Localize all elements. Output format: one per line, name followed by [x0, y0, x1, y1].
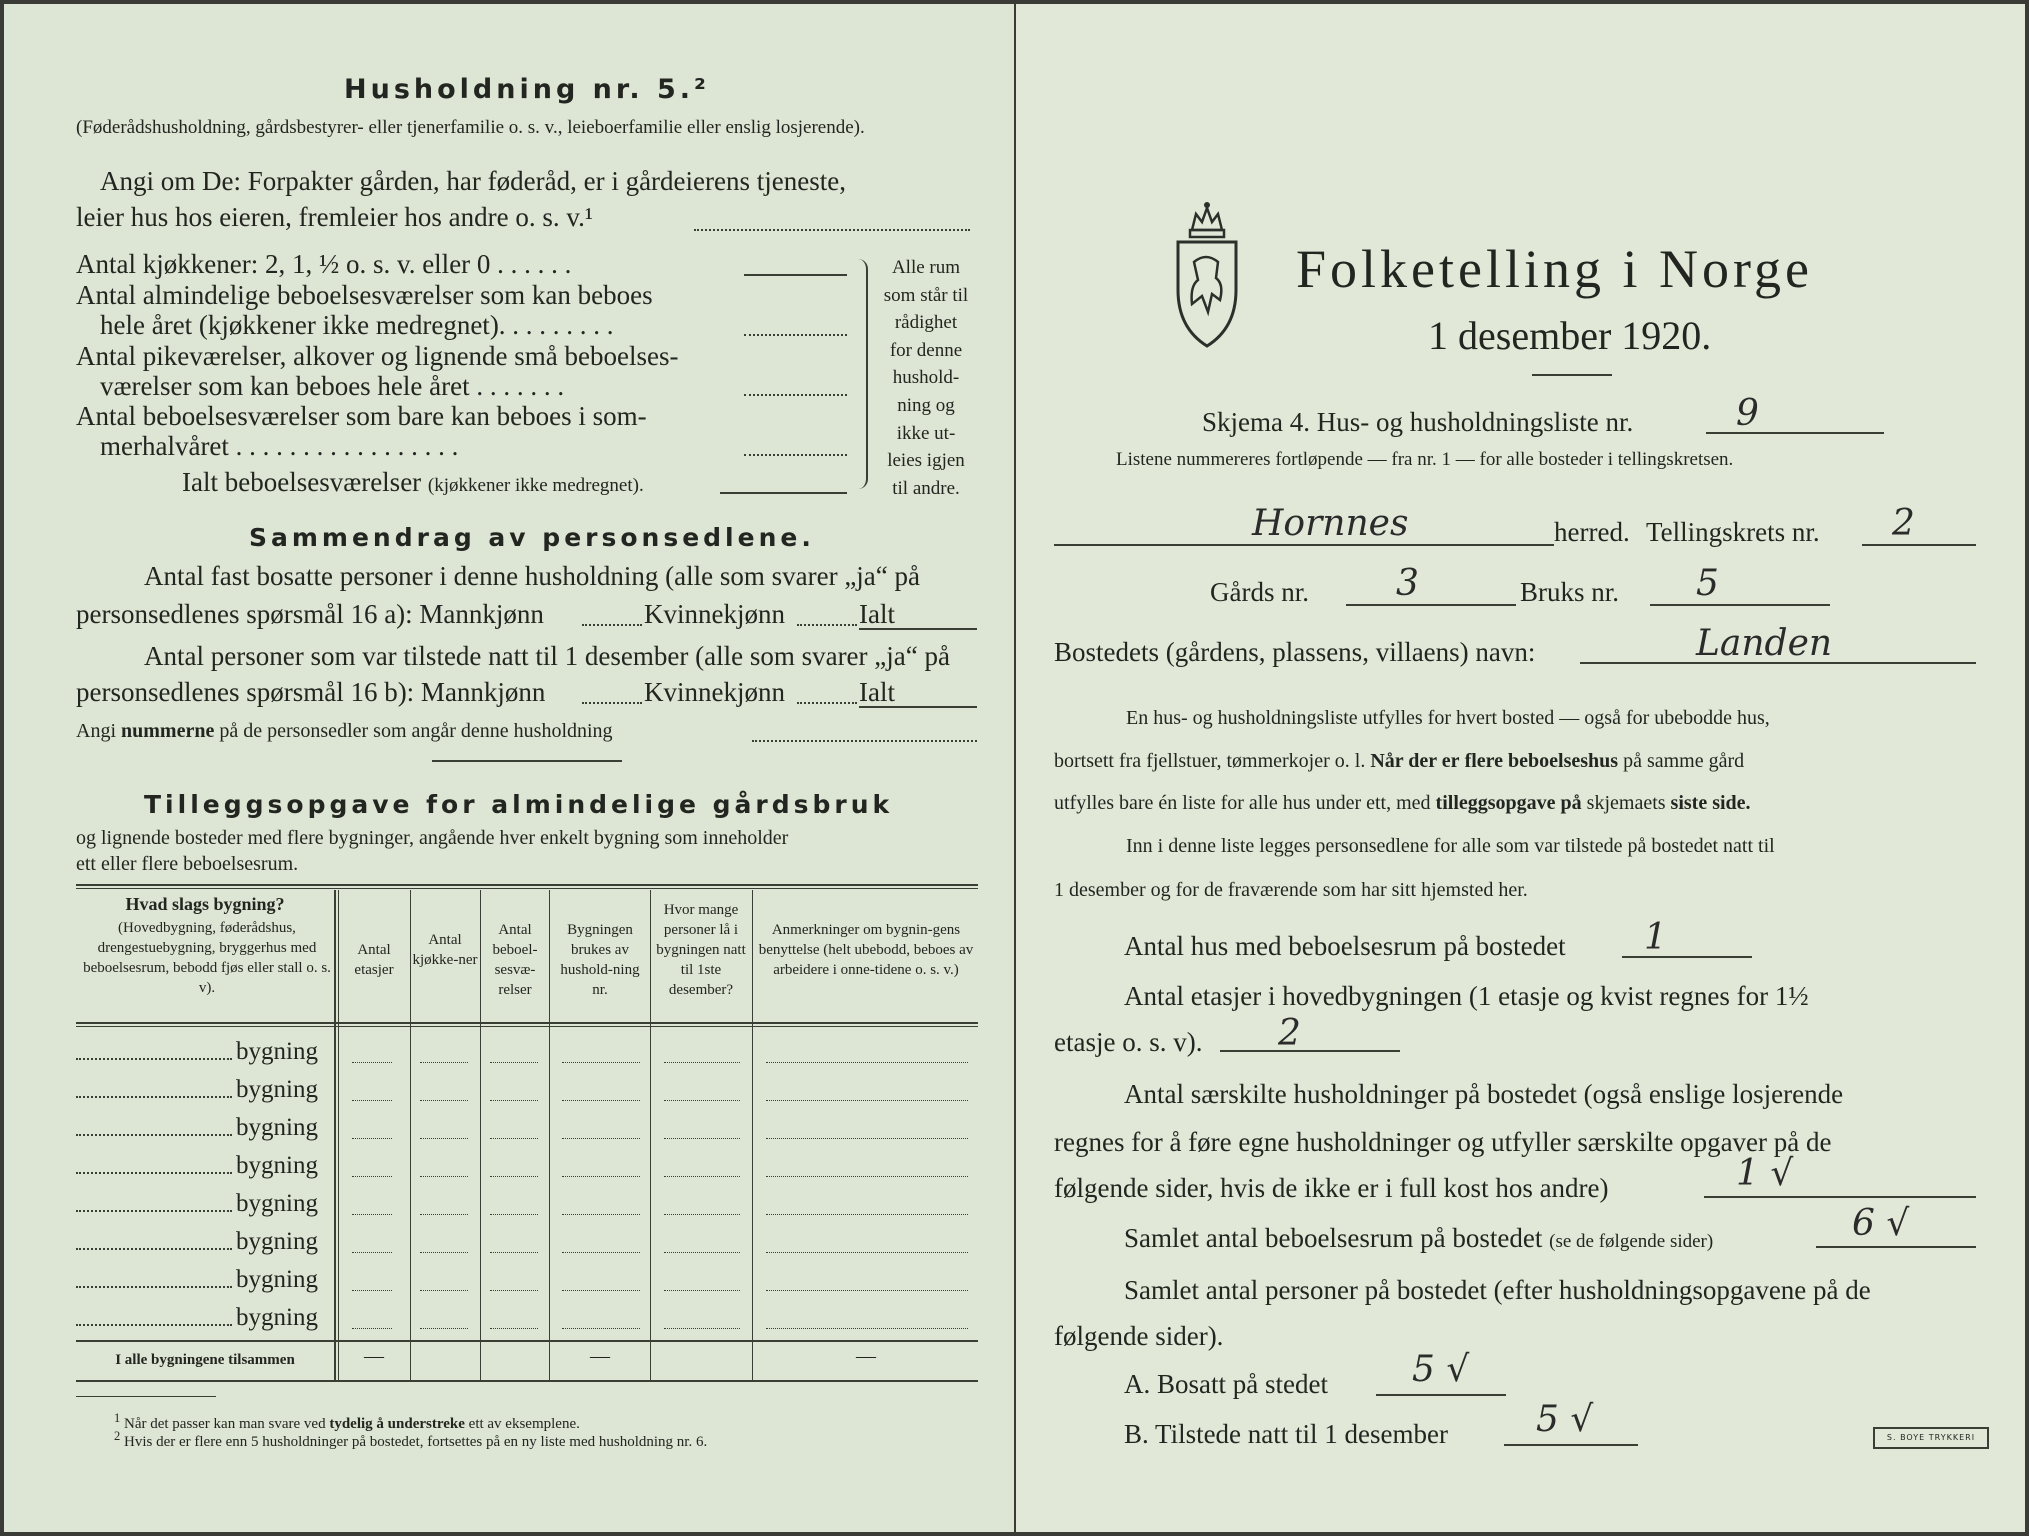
- household-subtitle: (Føderådshusholdning, gårdsbestyrer- eller tjenerfamilie o. s. v., leieboerfamilie eller enslig losjerende).: [76, 117, 865, 138]
- answer-line-floors: [1220, 1050, 1400, 1052]
- building-row-cell-line: [490, 1252, 538, 1253]
- rooms-summer-line1: Antal beboelsesværelser som bare kan beboes i som-: [76, 401, 647, 431]
- summary-present-line2: personsedlenes spørsmål 16 b): Mannkjønn: [76, 677, 546, 707]
- question-lease-line2: leier hus hos eieren, fremleier hos andre o. s. v.¹: [76, 202, 593, 232]
- building-row: [76, 1184, 978, 1222]
- buildings-table: [76, 884, 978, 1382]
- rooms-total-label: Samlet antal beboelsesrum på bostedet: [1124, 1223, 1543, 1253]
- answer-line-bruks: [1650, 604, 1830, 606]
- side-note-line: Alle rum: [891, 257, 961, 278]
- summary-title: Sammendrag av personsedlene.: [249, 523, 815, 552]
- bosted-label: Bostedets (gårdens, plassens, villaens) navn:: [1054, 637, 1536, 667]
- building-row-cell-line: [766, 1176, 968, 1177]
- separator: [432, 760, 622, 762]
- building-row-cell-line: [490, 1138, 538, 1139]
- building-row-cell-line: [490, 1062, 538, 1063]
- side-note: [876, 254, 976, 502]
- rooms-ordinary-line1: Antal almindelige beboelsesværelser som kan beboes: [76, 280, 653, 310]
- households-line3: følgende sider, hvis de ikke er i full kost hos andre): [1054, 1173, 1609, 1203]
- building-row-cell-line: [352, 1062, 392, 1063]
- building-row-cell-line: [562, 1100, 640, 1101]
- supplement-title: Tilleggsopgave for almindelige gårdsbruk: [144, 790, 894, 819]
- building-row-cell-line: [664, 1290, 740, 1291]
- building-row: [76, 1146, 978, 1184]
- summary-present-line1: Antal personer som var tilstede natt til 1 desember (alle som svarer „ja“ på: [144, 641, 950, 671]
- building-row-cell-line: [562, 1328, 640, 1329]
- houses-value: 1: [1644, 917, 1667, 958]
- building-row-label: bygning: [236, 1228, 318, 1255]
- answer-line-resident: [1376, 1394, 1506, 1396]
- building-row-label: bygning: [236, 1038, 318, 1065]
- table-total-rule: [76, 1340, 978, 1342]
- answer-line-houses: [1622, 956, 1752, 958]
- building-row-label: bygning: [236, 1190, 318, 1217]
- side-note-line: til andre.: [892, 477, 960, 499]
- summary-resident-line1: Antal fast bosatte personer i denne husholdning (alle som svarer „ja“ på: [144, 561, 920, 591]
- col-remarks: Anmerkninger om bygnin-gens benyttelse (helt ubebodd, beboes av arbeidere i onne-tidene o. s. v.): [758, 922, 974, 978]
- building-row-label: bygning: [236, 1152, 318, 1179]
- building-row-cell-line: [490, 1290, 538, 1291]
- answer-line-present-female: [797, 702, 857, 704]
- building-row-cell-line: [420, 1176, 468, 1177]
- building-row-cell-line: [664, 1328, 740, 1329]
- building-row-blank: [76, 1324, 232, 1326]
- total-row-label: I alle bygningene tilsammen: [115, 1352, 295, 1368]
- answer-line-present: [1504, 1444, 1638, 1446]
- building-row-cell-line: [420, 1214, 468, 1215]
- building-row-blank: [76, 1172, 232, 1174]
- building-row-cell-line: [420, 1328, 468, 1329]
- instruction-bold: Når der er: [1370, 750, 1460, 772]
- rooms-total-value: 6 √: [1852, 1203, 1910, 1244]
- answer-line-bosted: [1580, 662, 1976, 664]
- instruction-2-line1: Inn i denne liste legges personsedlene for alle som var tilstede på bostedet natt til: [1126, 835, 1775, 857]
- building-row: [76, 1108, 978, 1146]
- krets-label: Tellingskrets nr.: [1646, 517, 1820, 547]
- col-kind-sub: (Hovedbygning, føderådshus, drengestuebygning, bryggerhus med beboelsesrum, bebodd fjøs eller stall o. s. v).: [83, 920, 331, 996]
- building-row-label: bygning: [236, 1114, 318, 1141]
- supplement-text-line2: ett eller flere beboelsesrum.: [76, 853, 299, 875]
- building-row-blank: [76, 1286, 232, 1288]
- answer-line-households: [1704, 1196, 1976, 1198]
- instruction-1-line1: En hus- og husholdningsliste utfylles for hvert bosted — også for ubebodde hus,: [1126, 707, 1770, 729]
- answer-line-gards: [1346, 604, 1516, 606]
- col-kitchens: Antal kjøkke-ner: [412, 932, 478, 968]
- instruction-bold: tilleggsopgave på: [1435, 792, 1582, 814]
- floors-value: 2: [1278, 1013, 1301, 1054]
- side-note-line: hushold-: [892, 367, 960, 389]
- title-rule: [1532, 374, 1612, 376]
- building-row-blank: [76, 1058, 232, 1060]
- persons-line2: følgende sider).: [1054, 1321, 1224, 1351]
- herred-label: herred.: [1554, 517, 1630, 547]
- rooms-ordinary-line2: hele året (kjøkkener ikke medregnet). . . . . . . . .: [100, 310, 614, 340]
- building-row-blank: [76, 1096, 232, 1098]
- answer-line-resident-male: [582, 624, 642, 626]
- building-row-cell-line: [766, 1138, 968, 1139]
- schema-label: Skjema 4. Hus- og husholdningsliste nr.: [1202, 407, 1634, 437]
- answer-line-schema: [1706, 432, 1884, 434]
- supplement-text-line1: og lignende bosteder med flere bygninger, angående hver enkelt bygning som inneholder: [76, 827, 789, 849]
- side-note-line: for denne: [889, 339, 963, 361]
- building-row-cell-line: [766, 1290, 968, 1291]
- kitchens-label: Antal kjøkkener: 2, 1, ½ o. s. v. eller 0 . . . . . .: [76, 249, 572, 279]
- building-row-cell-line: [664, 1214, 740, 1215]
- gards-value: 3: [1396, 563, 1419, 604]
- instruction-1-line2: [1054, 748, 1744, 774]
- building-row-cell-line: [562, 1062, 640, 1063]
- summary-resident-female: Kvinnekjønn: [644, 599, 785, 629]
- footnote-text: Hvis der er flere enn 5 husholdninger på bostedet, fortsettes på en ny liste med husholdning nr. 6.: [124, 1434, 708, 1450]
- brace: [856, 259, 868, 489]
- building-row-cell-line: [664, 1062, 740, 1063]
- answer-line-resident-female: [797, 624, 857, 626]
- answer-line-rooms-ordinary: [744, 334, 847, 336]
- summary-present-total: Ialt: [859, 677, 895, 707]
- summary-numbers-text: Angi: [76, 720, 116, 742]
- herred-value: Hornnes: [1252, 503, 1409, 544]
- answer-line-kitchens: [744, 274, 847, 276]
- building-row-cell-line: [664, 1252, 740, 1253]
- building-row-cell-line: [420, 1100, 468, 1101]
- rooms-total-row: [1124, 1222, 1713, 1254]
- total-floors-dash: —: [364, 1345, 384, 1367]
- question-lease-line1: Angi om De: Forpakter gården, har føderåd, er i gårdeierens tjeneste,: [100, 166, 846, 196]
- building-row-cell-line: [352, 1100, 392, 1101]
- answer-line-present-total: [859, 706, 977, 708]
- building-row-cell-line: [490, 1176, 538, 1177]
- floors-line1: Antal etasjer i hovedbygningen (1 etasje og kvist regnes for 1½: [1124, 981, 1809, 1011]
- footnote-marker: 2: [114, 1429, 121, 1443]
- building-row-cell-line: [420, 1290, 468, 1291]
- answer-line-rooms-total: [720, 492, 847, 494]
- bruks-label: Bruks nr.: [1520, 577, 1620, 607]
- building-row-cell-line: [664, 1138, 740, 1139]
- schema-value: 9: [1736, 393, 1759, 434]
- building-row-cell-line: [490, 1214, 538, 1215]
- building-row: [76, 1260, 978, 1298]
- col-kind-title: Hvad slags bygning?: [125, 894, 285, 914]
- building-row-cell-line: [562, 1176, 640, 1177]
- instruction-1-line3: [1054, 790, 1751, 816]
- building-row-cell-line: [766, 1328, 968, 1329]
- building-row-blank: [76, 1134, 232, 1136]
- resident-value: 5 √: [1412, 1349, 1470, 1390]
- present-value: 5 √: [1536, 1399, 1594, 1440]
- rooms-summer-line2: merhalvåret . . . . . . . . . . . . . . . . .: [100, 431, 459, 461]
- building-row-cell-line: [352, 1290, 392, 1291]
- building-row: [76, 1298, 978, 1336]
- printer-stamp: S. BOYE TRYKKERI: [1873, 1427, 1989, 1449]
- instruction-2-line2: 1 desember og for de fraværende som har sitt hjemsted her.: [1054, 879, 1528, 901]
- summary-numbers: [76, 718, 613, 744]
- form-date: 1 desember 1920.: [1428, 313, 1712, 358]
- households-line2: regnes for å føre egne husholdninger og utfyller særskilte opgaver på de: [1054, 1127, 1832, 1157]
- building-row-cell-line: [490, 1328, 538, 1329]
- summary-resident-line2: personsedlenes spørsmål 16 a): Mannkjønn: [76, 599, 544, 629]
- col-rooms: Antal beboel-sesvæ-relser: [492, 922, 538, 998]
- table-bottom-rule: [76, 1380, 978, 1382]
- footnote-2: [114, 1426, 707, 1452]
- building-row-cell-line: [490, 1100, 538, 1101]
- building-row-cell-line: [664, 1100, 740, 1101]
- building-row-blank: [76, 1210, 232, 1212]
- col-floors: Antal etasjer: [354, 942, 394, 978]
- answer-line-rooms-small: [744, 394, 847, 396]
- right-page: [1016, 4, 2025, 1532]
- side-note-line: ikke ut-: [896, 422, 956, 444]
- houses-label: Antal hus med beboelsesrum på bostedet: [1124, 931, 1566, 961]
- households-line1: Antal særskilte husholdninger på bostedet (også enslige losjerende: [1124, 1079, 1844, 1109]
- building-row-cell-line: [420, 1252, 468, 1253]
- total-used-dash: —: [590, 1345, 610, 1367]
- building-row-cell-line: [352, 1328, 392, 1329]
- answer-line-rooms-summer: [744, 454, 847, 456]
- instruction-bold: siste side.: [1670, 792, 1751, 814]
- rooms-total-note: (kjøkkener ikke medregnet).: [427, 475, 644, 496]
- instruction-text: bortsett fra fjellstuer, tømmerkojer o. l.: [1054, 750, 1366, 772]
- building-row-cell-line: [352, 1214, 392, 1215]
- building-row: [76, 1070, 978, 1108]
- table-top-rule: [76, 888, 978, 889]
- rooms-total-label: Ialt beboelsesværelser: [182, 467, 422, 497]
- answer-line-present-male: [582, 702, 642, 704]
- present-label: B. Tilstede natt til 1 desember: [1124, 1419, 1448, 1449]
- table-top-rule: [76, 884, 978, 886]
- building-row-blank: [76, 1248, 232, 1250]
- building-row-cell-line: [766, 1100, 968, 1101]
- summary-numbers-bold: nummerne: [121, 720, 215, 742]
- building-row-label: bygning: [236, 1076, 318, 1103]
- households-value: 1 √: [1736, 1153, 1794, 1194]
- building-row: [76, 1222, 978, 1260]
- persons-line1: Samlet antal personer på bostedet (efter husholdningsopgavene på de: [1124, 1275, 1871, 1305]
- side-note-line: rådighet: [894, 312, 958, 334]
- building-row-cell-line: [766, 1214, 968, 1215]
- footnote-marker: 1: [114, 1411, 121, 1425]
- building-row-cell-line: [562, 1252, 640, 1253]
- summary-numbers-text: på de personsedler som angår denne husholdning: [219, 720, 613, 742]
- footnote-text: ett av eksemplene.: [468, 1416, 580, 1432]
- building-row-label: bygning: [236, 1266, 318, 1293]
- col-used-by: Bygningen brukes av hushold-ning nr.: [560, 922, 640, 998]
- instruction-text: skjemaets: [1586, 792, 1666, 814]
- footnote-rule: [76, 1396, 216, 1397]
- answer-line-rooms-total: [1816, 1246, 1976, 1248]
- col-persons: Hvor mange personer lå i bygningen natt til 1ste desember?: [656, 902, 746, 998]
- building-row-cell-line: [352, 1176, 392, 1177]
- answer-line-krets: [1862, 544, 1976, 546]
- summary-resident-total: Ialt: [859, 599, 895, 629]
- footnote-bold: tydelig å understreke: [329, 1416, 465, 1432]
- building-row-cell-line: [562, 1214, 640, 1215]
- floors-line2: etasje o. s. v).: [1054, 1027, 1203, 1057]
- building-row-cell-line: [420, 1062, 468, 1063]
- side-note-line: som står til: [883, 284, 969, 306]
- rooms-small-line1: Antal pikeværelser, alkover og lignende små beboelses-: [76, 341, 679, 371]
- krets-value: 2: [1892, 503, 1915, 544]
- summary-present-female: Kvinnekjønn: [644, 677, 785, 707]
- side-note-line: ning og: [897, 394, 955, 416]
- building-row: [76, 1032, 978, 1070]
- left-page: [4, 4, 1014, 1532]
- bosted-value: Landen: [1696, 623, 1833, 664]
- building-row-cell-line: [562, 1290, 640, 1291]
- answer-line-numbers: [752, 740, 977, 742]
- table-header-rule: [76, 1026, 978, 1027]
- numbering-note: Listene nummereres fortløpende — fra nr. 1 — for alle bosteder i tellingskretsen.: [1116, 449, 1734, 470]
- answer-line-herred: [1054, 544, 1554, 546]
- total-remarks-dash: —: [856, 1345, 876, 1367]
- gards-label: Gårds nr.: [1210, 577, 1309, 607]
- rooms-total-note: (se de følgende sider): [1549, 1231, 1714, 1252]
- building-row-cell-line: [562, 1138, 640, 1139]
- footnote-text: Når det passer kan man svare ved: [124, 1416, 326, 1432]
- building-row-cell-line: [766, 1062, 968, 1063]
- building-row-label: bygning: [236, 1304, 318, 1331]
- building-row-cell-line: [352, 1252, 392, 1253]
- building-row-cell-line: [766, 1252, 968, 1253]
- answer-line-resident-total: [859, 628, 977, 630]
- household-title: Husholdning nr. 5.²: [344, 74, 710, 105]
- side-note-line: leies igjen: [887, 450, 965, 472]
- instruction-text: utfylles bare én liste for alle hus under ett, med: [1054, 792, 1431, 814]
- rooms-total-row: [182, 466, 644, 498]
- table-header-rule: [76, 1022, 978, 1024]
- bruks-value: 5: [1696, 563, 1719, 604]
- building-row-cell-line: [352, 1138, 392, 1139]
- coat-of-arms-icon: [1172, 200, 1242, 348]
- instruction-text: på samme gård: [1623, 750, 1745, 772]
- building-row-cell-line: [664, 1176, 740, 1177]
- rooms-small-line2: værelser som kan beboes hele året . . . . . . .: [100, 371, 565, 401]
- resident-label: A. Bosatt på stedet: [1124, 1369, 1328, 1399]
- form-title: Folketelling i Norge: [1296, 239, 1813, 299]
- building-row-cell-line: [420, 1138, 468, 1139]
- answer-line-lease: [694, 229, 970, 231]
- instruction-bold: flere beboelseshus: [1464, 750, 1619, 772]
